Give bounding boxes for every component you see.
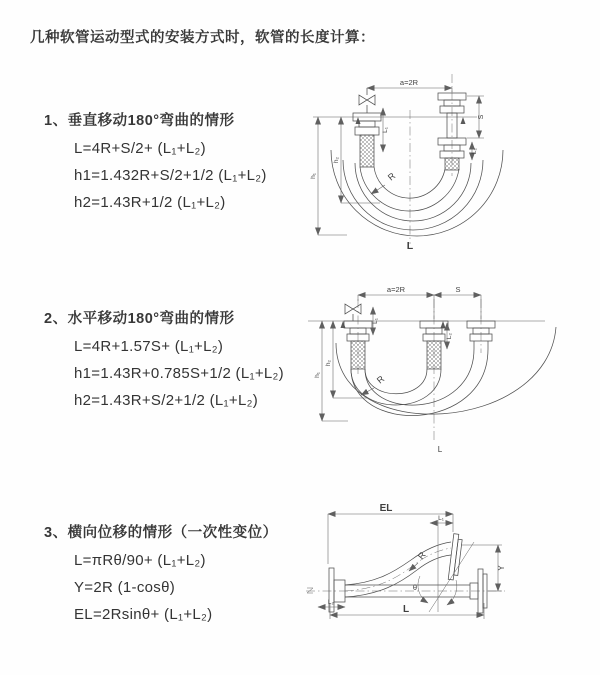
dim-label-h2: h₂ (333, 156, 340, 164)
dim-label-l2: L₂ (471, 147, 478, 155)
dim-label-s: S (478, 114, 485, 120)
dim-label-l2: L₂ (327, 599, 335, 606)
dim-label-l2: L₂ (446, 332, 453, 340)
hose-u-curves (331, 150, 503, 236)
valve-icon (345, 304, 361, 314)
datum-arrow-left (341, 321, 346, 328)
break-mark (307, 588, 313, 593)
dim-label-el: EL (379, 503, 393, 514)
upper-flange (448, 534, 463, 581)
section-3-heading: 3、横向位移的情形（一次性变位） (44, 525, 278, 541)
dim-label-l1: L₁ (438, 515, 444, 522)
valve-icon (359, 95, 375, 105)
length-label: L (437, 445, 443, 454)
middle-pipe-assembly (420, 321, 448, 369)
length-label: L (406, 240, 414, 252)
angle-construction (415, 520, 474, 612)
braided-hose-section (360, 135, 374, 167)
section-lateral-displacement (44, 523, 278, 624)
formula-length: L=4R+1.57S+ (L₁+L₂) (74, 338, 224, 355)
section-2-heading: 2、水平移动180°弯曲的情形 (44, 311, 235, 327)
formula-y: Y=2R (1-cosθ) (74, 579, 176, 596)
section-vertical-180 (44, 111, 267, 212)
dim-label-a2r: a=2R (399, 78, 419, 87)
radius-label: R (415, 549, 428, 562)
dim-label-s: S (455, 285, 461, 294)
dim-label-h2: h₂ (325, 359, 332, 367)
dim-label-h1: h₁ (310, 173, 317, 179)
angle-label: θ (412, 583, 418, 592)
braided-hose-section (427, 341, 441, 369)
braided-hose-section (445, 158, 459, 170)
formula-el: EL=2Rsinθ+ (L₁+L₂) (74, 606, 213, 623)
hose-s-curve (345, 542, 451, 597)
length-label: L (402, 604, 410, 615)
formula-h2: h2=1.43R+S/2+1/2 (L₁+L₂) (74, 392, 259, 409)
dim-label-h1: h₁ (314, 372, 321, 378)
datum-arrow-right (461, 117, 466, 124)
dim-label-y: Y (497, 565, 506, 571)
radius-label: R (385, 170, 398, 183)
document-title: 几种软管运动型式的安装方式时，软管的长度计算： (30, 30, 375, 46)
radius-label: R (374, 373, 387, 386)
diagram-lateral-displacement (298, 500, 513, 645)
diagram-vertical-180-bend (305, 68, 595, 260)
left-pipe-assembly (353, 88, 381, 167)
braided-hose-section (351, 341, 365, 369)
formula-h1: h1=1.43R+0.785S+1/2 (L₁+L₂) (74, 365, 284, 382)
datum-arrow-left (356, 117, 361, 124)
formula-h2: h2=1.43R+1/2 (L₁+L₂) (74, 194, 226, 211)
datum-arrow-right (441, 321, 446, 328)
formula-h1: h1=1.432R+S/2+1/2 (L₁+L₂) (74, 167, 267, 184)
formula-length: L=πRθ/90+ (L₁+L₂) (74, 552, 206, 569)
dim-label-l1: L₁ (372, 318, 379, 324)
section-horizontal-180 (44, 309, 284, 410)
section-1-heading: 1、垂直移动180°弯曲的情形 (44, 113, 235, 129)
valve (345, 304, 361, 321)
dim-label-l1: L₁ (382, 127, 389, 133)
dim-label-a2r: a=2R (386, 285, 406, 294)
diagram-horizontal-180-bend (300, 283, 600, 458)
dimensions (318, 514, 502, 619)
left-pipe-assembly (344, 321, 372, 369)
formula-length: L=4R+S/2+ (L₁+L₂) (74, 140, 206, 157)
